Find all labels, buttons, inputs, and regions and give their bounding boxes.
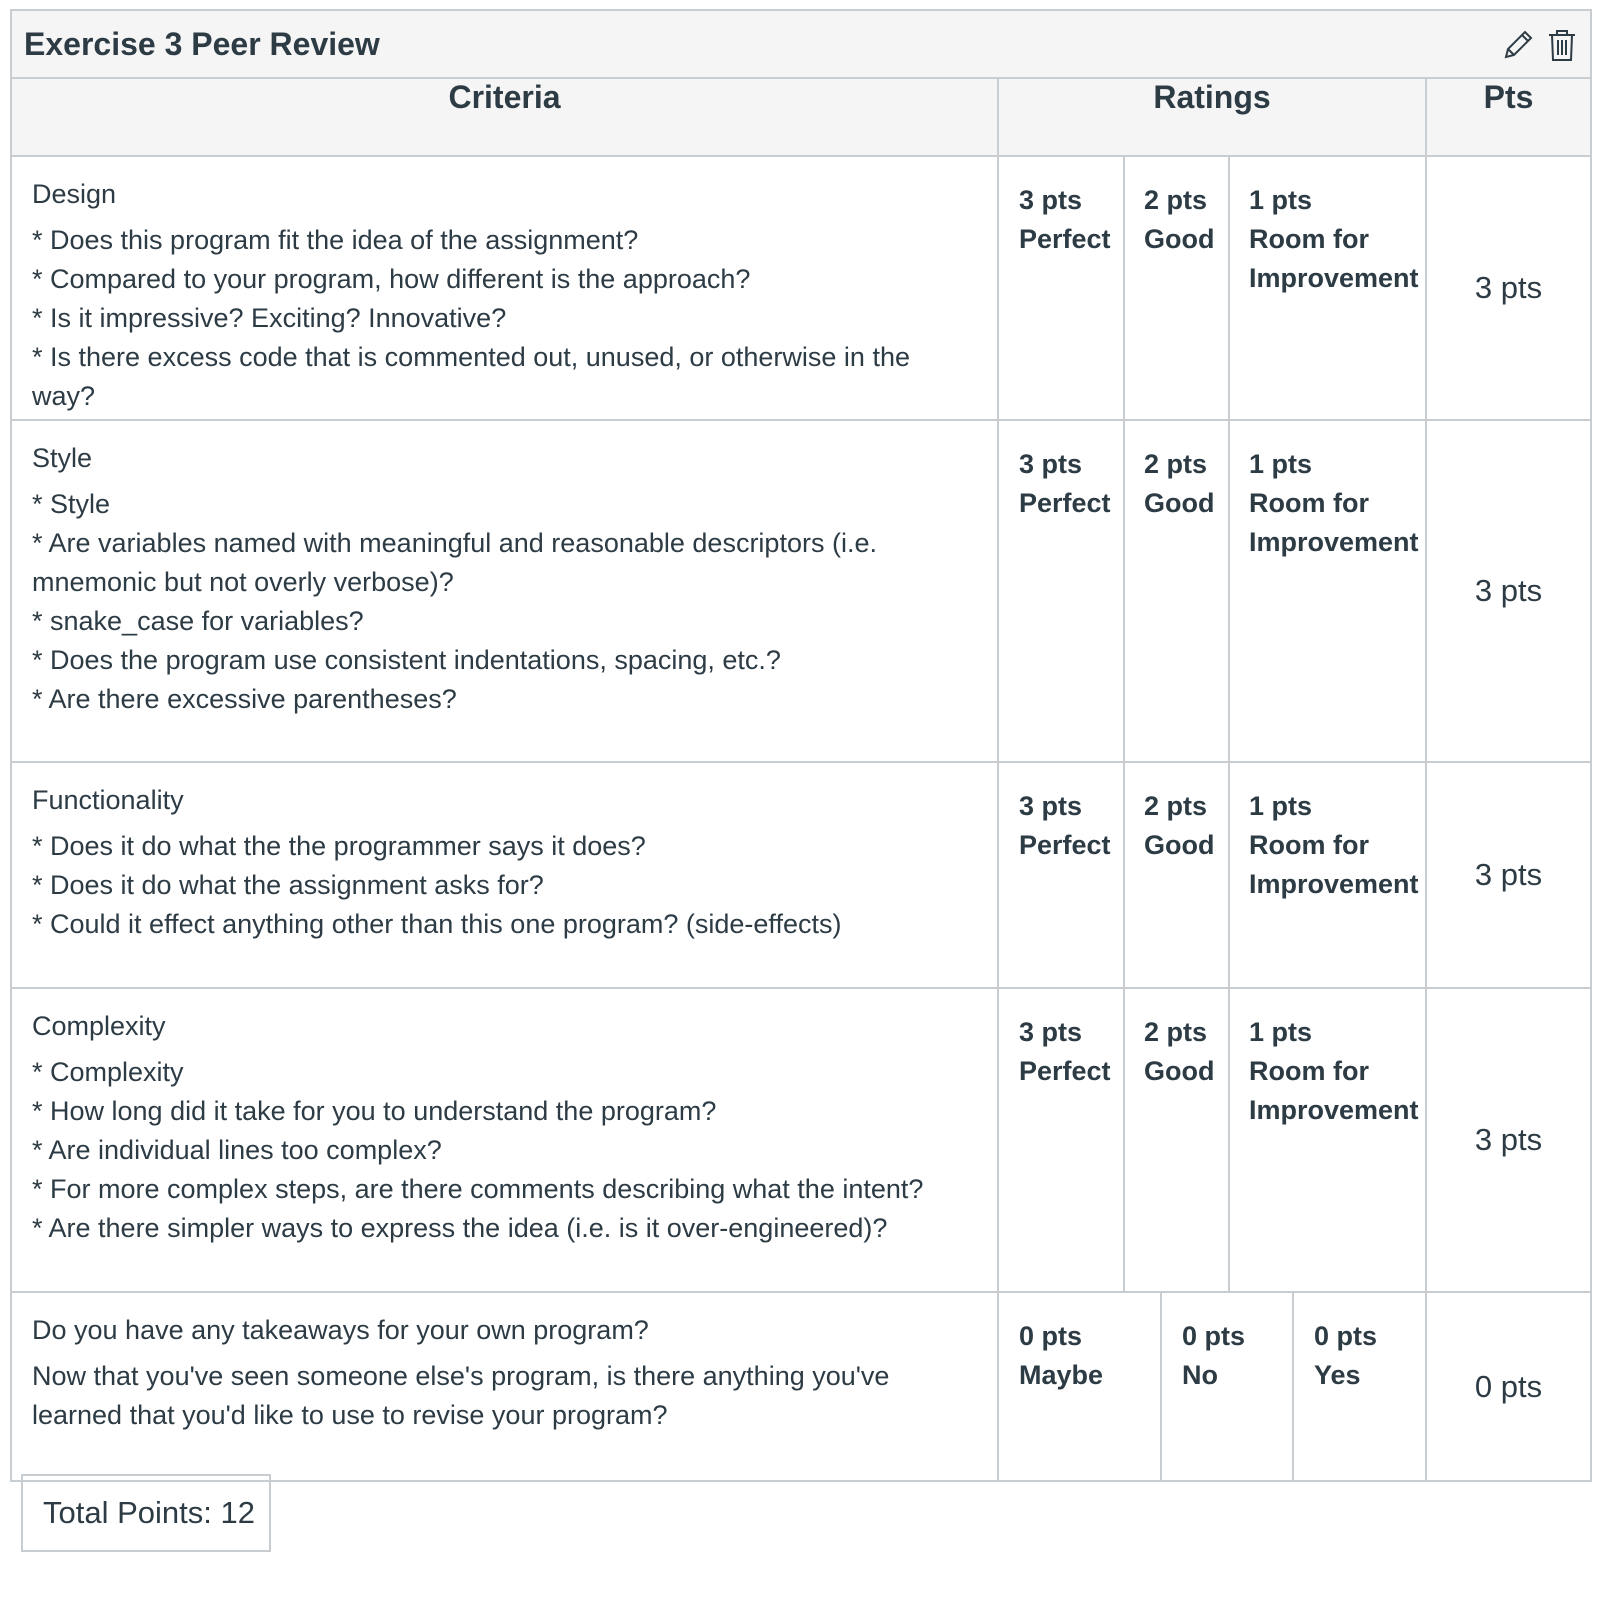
rubric-title: Exercise 3 Peer Review xyxy=(24,26,380,62)
rating-label: Perfect xyxy=(1019,830,1111,860)
criterion-line: * Are there excessive parentheses? xyxy=(32,684,457,714)
criterion-line: * Does it do what the the programmer says it does? xyxy=(32,831,646,861)
rating-points: 2 pts xyxy=(1144,1017,1208,1047)
criterion-line: * Are there simpler ways to express the idea (i.e. is it over-engineered)? xyxy=(32,1213,888,1243)
criterion-title: Style xyxy=(32,443,93,473)
rating-label: Maybe xyxy=(1019,1360,1104,1390)
ratings-cell xyxy=(998,156,1426,420)
rubric-header xyxy=(12,11,1590,79)
rating-option[interactable] xyxy=(1230,763,1439,987)
criterion-line: * How long did it take for you to understand the program? xyxy=(32,1096,717,1126)
rating-label: Perfect xyxy=(1019,224,1111,254)
rating-option[interactable] xyxy=(999,421,1125,761)
rating-points: 1 pts xyxy=(1249,185,1313,215)
ratings-column-header: Ratings xyxy=(998,79,1426,156)
rating-option[interactable] xyxy=(1294,1293,1425,1480)
criterion-row-takeaways xyxy=(12,1292,1590,1480)
criterion-title: Complexity xyxy=(32,1011,166,1041)
rating-option[interactable] xyxy=(999,763,1125,987)
rating-label: Perfect xyxy=(1019,488,1111,518)
rating-label: Good xyxy=(1144,224,1215,254)
rating-label: Perfect xyxy=(1019,1056,1111,1086)
rating-points: 2 pts xyxy=(1144,449,1208,479)
total-points: Total Points: 12 xyxy=(21,1474,271,1552)
criterion-points: 3 pts xyxy=(1426,156,1590,420)
criterion-title: Design xyxy=(32,179,117,209)
criterion-line: * Are individual lines too complex? xyxy=(32,1135,442,1165)
rating-label: Room for Improvement xyxy=(1249,224,1419,293)
ratings-cell xyxy=(998,988,1426,1292)
criterion-row-design xyxy=(12,156,1590,420)
pencil-icon[interactable] xyxy=(1500,27,1536,63)
rating-points: 1 pts xyxy=(1249,791,1313,821)
rating-label: Good xyxy=(1144,1056,1215,1086)
rubric-actions xyxy=(1500,27,1580,63)
rating-option[interactable] xyxy=(999,157,1125,419)
criterion-line: * Style xyxy=(32,489,111,519)
rating-points: 3 pts xyxy=(1019,185,1083,215)
criterion-line: * Is there excess code that is commented out, unused, or otherwise in the way? xyxy=(32,342,910,411)
rating-points: 0 pts xyxy=(1314,1321,1378,1351)
criterion-points: 3 pts xyxy=(1426,762,1590,988)
rating-option[interactable] xyxy=(1125,989,1230,1291)
rating-points: 1 pts xyxy=(1249,1017,1313,1047)
criterion-row-complexity xyxy=(12,988,1590,1292)
rating-points: 2 pts xyxy=(1144,791,1208,821)
rating-points: 3 pts xyxy=(1019,449,1083,479)
rating-option[interactable] xyxy=(1230,421,1439,761)
rating-option[interactable] xyxy=(1125,157,1230,419)
criterion-line: * Does it do what the assignment asks for? xyxy=(32,870,544,900)
rating-label: Yes xyxy=(1314,1360,1361,1390)
criterion-description xyxy=(12,1292,998,1480)
criterion-line: * Could it effect anything other than this one program? (side-effects) xyxy=(32,909,842,939)
rating-option[interactable] xyxy=(1230,989,1439,1291)
ratings-cell xyxy=(998,420,1426,762)
criterion-description xyxy=(12,156,998,420)
criterion-line: * For more complex steps, are there comments describing what the intent? xyxy=(32,1174,924,1204)
rating-option[interactable] xyxy=(999,989,1125,1291)
trash-icon[interactable] xyxy=(1544,27,1580,63)
pts-column-header: Pts xyxy=(1426,79,1590,156)
ratings-cell xyxy=(998,762,1426,988)
criterion-line: * Are variables named with meaningful and reasonable descriptors (i.e. mnemonic but not overly verbose)? xyxy=(32,528,877,597)
rating-label: Room for Improvement xyxy=(1249,1056,1419,1125)
rating-points: 3 pts xyxy=(1019,1017,1083,1047)
criterion-line: * Does this program fit the idea of the assignment? xyxy=(32,225,639,255)
criterion-line: * Does the program use consistent indentations, spacing, etc.? xyxy=(32,645,781,675)
rating-option[interactable] xyxy=(1125,763,1230,987)
criterion-points: 3 pts xyxy=(1426,420,1590,762)
rubric-table xyxy=(12,79,1590,1480)
criterion-line: * Compared to your program, how different is the approach? xyxy=(32,264,751,294)
criterion-line: Now that you've seen someone else's program, is there anything you've learned that you'd like to use to revise your program? xyxy=(32,1361,890,1430)
criterion-title: Functionality xyxy=(32,785,184,815)
rating-label: Good xyxy=(1144,488,1215,518)
criterion-line: * snake_case for variables? xyxy=(32,606,364,636)
rating-points: 1 pts xyxy=(1249,449,1313,479)
criterion-title: Do you have any takeaways for your own program? xyxy=(32,1315,649,1345)
criterion-description xyxy=(12,988,998,1292)
criterion-points: 3 pts xyxy=(1426,988,1590,1292)
ratings-cell xyxy=(998,1292,1426,1480)
criteria-column-header: Criteria xyxy=(12,79,998,156)
criterion-description xyxy=(12,762,998,988)
rating-points: 0 pts xyxy=(1182,1321,1246,1351)
criterion-line: * Complexity xyxy=(32,1057,184,1087)
rating-points: 3 pts xyxy=(1019,791,1083,821)
criterion-points: 0 pts xyxy=(1426,1292,1590,1480)
rubric-table-header xyxy=(12,79,1590,156)
rating-label: Room for Improvement xyxy=(1249,488,1419,557)
rating-option[interactable] xyxy=(1125,421,1230,761)
rating-option[interactable] xyxy=(999,1293,1162,1480)
criterion-row-style xyxy=(12,420,1590,762)
criterion-row-functionality xyxy=(12,762,1590,988)
rubric-panel xyxy=(10,9,1592,1482)
criterion-line: * Is it impressive? Exciting? Innovative? xyxy=(32,303,507,333)
rating-option[interactable] xyxy=(1230,157,1439,419)
rating-label: Room for Improvement xyxy=(1249,830,1419,899)
rating-points: 2 pts xyxy=(1144,185,1208,215)
rating-option[interactable] xyxy=(1162,1293,1294,1480)
rating-label: Good xyxy=(1144,830,1215,860)
rating-label: No xyxy=(1182,1360,1218,1390)
criterion-description xyxy=(12,420,998,762)
rating-points: 0 pts xyxy=(1019,1321,1083,1351)
